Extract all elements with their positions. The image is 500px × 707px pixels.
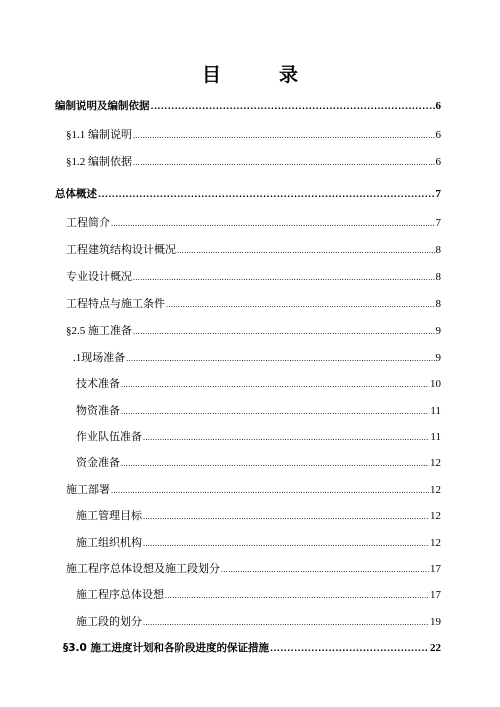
toc-entry-page: 7 [435, 217, 441, 229]
toc-entry-page: 7 [435, 188, 441, 200]
toc-entry-label: .1现场准备 [73, 352, 126, 364]
toc-entry[interactable] [66, 561, 441, 577]
leader-dots [133, 324, 435, 340]
toc-entry[interactable] [66, 154, 441, 170]
leader-dots [143, 615, 429, 631]
toc-entry-page: 12 [430, 457, 441, 469]
leader-dots [143, 509, 429, 525]
leader-dots [133, 270, 435, 286]
toc-entry[interactable] [76, 376, 441, 392]
leader-dots [121, 404, 429, 420]
toc-entry-page: 6 [435, 156, 441, 168]
leader-dots [143, 430, 429, 446]
toc-entry-page: 8 [435, 298, 441, 310]
toc-entry-page: 6 [435, 100, 441, 112]
toc-entry-page: 10 [430, 378, 441, 390]
toc-entry-page: 17 [430, 563, 441, 575]
toc-entry-page: 22 [430, 642, 441, 654]
leader-dots [143, 536, 429, 552]
toc-entry[interactable] [66, 482, 441, 498]
toc-entry[interactable] [66, 127, 441, 143]
toc-entry-label: 施工部署 [66, 484, 110, 496]
toc-entry-label: 作业队伍准备 [76, 431, 142, 443]
toc-entry-page: 11 [430, 405, 441, 417]
toc-entry[interactable] [76, 429, 441, 445]
toc-entry[interactable] [66, 323, 441, 339]
leader-dots [98, 187, 435, 203]
toc-entry-page: 6 [435, 129, 441, 141]
leader-dots [111, 483, 429, 499]
toc-entry-label: §1.2 编制依据 [66, 156, 132, 168]
toc-entry[interactable] [66, 215, 441, 231]
toc-entry-page: 19 [430, 616, 441, 628]
toc-entry[interactable] [66, 242, 441, 258]
leader-dots [111, 216, 435, 232]
toc-entry-label: §3.0 施工进度计划和各阶段进度的保证措施 [63, 642, 270, 654]
toc-entry[interactable] [66, 269, 441, 285]
toc-entry-label: 物资准备 [76, 405, 120, 417]
page-title [0, 60, 500, 87]
toc-entry-label: 总体概述 [55, 188, 97, 200]
toc-entry-page: 9 [435, 352, 441, 364]
leader-dots [165, 588, 429, 604]
title-char-1: 目 [201, 65, 221, 86]
toc-entry-page: 12 [430, 510, 441, 522]
leader-dots [133, 155, 435, 171]
leader-dots [221, 562, 429, 578]
toc-entry[interactable] [66, 296, 441, 312]
toc-entry[interactable] [55, 98, 441, 114]
toc-entry-label: 施工程序总体设想 [76, 589, 164, 601]
toc-entry-page: 8 [435, 244, 441, 256]
toc-entry-label: 工程建筑结构设计概况 [66, 244, 176, 256]
toc-entry-label: 编制说明及编制依据 [55, 100, 150, 112]
toc-entry[interactable] [55, 186, 441, 202]
toc-entry-page: 12 [430, 484, 441, 496]
toc-entry[interactable] [76, 508, 441, 524]
toc-entry[interactable] [76, 535, 441, 551]
toc-entry-label: 技术准备 [76, 378, 120, 390]
toc-entry-page: 12 [430, 537, 441, 549]
leader-dots [270, 641, 429, 657]
leader-dots [121, 456, 429, 472]
leader-dots [151, 99, 435, 115]
leader-dots [133, 128, 435, 144]
toc-entry-page: 17 [430, 589, 441, 601]
leader-dots [177, 243, 435, 259]
toc-entry-page: 11 [430, 431, 441, 443]
toc-entry[interactable] [76, 403, 441, 419]
toc-entry[interactable] [76, 587, 441, 603]
toc-entry-label: 施工程序总体设想及施工段划分 [66, 563, 220, 575]
toc-entry-label: 施工管理目标 [76, 510, 142, 522]
toc-entry[interactable] [63, 640, 441, 656]
leader-dots [126, 351, 434, 367]
toc-entry-page: 8 [435, 271, 441, 283]
title-char-2: 录 [279, 65, 299, 86]
toc-entry[interactable] [73, 350, 441, 366]
toc-entry[interactable] [76, 455, 441, 471]
toc-entry-label: §1.1 编制说明 [66, 129, 132, 141]
toc-entry[interactable] [76, 614, 441, 630]
toc-entry-label: 专业设计概况 [66, 271, 132, 283]
toc-entry-label: 施工段的划分 [76, 616, 142, 628]
leader-dots [121, 377, 429, 393]
toc-entry-label: 施工组织机构 [76, 537, 142, 549]
toc-entry-label: 工程特点与施工条件 [66, 298, 165, 310]
leader-dots [166, 297, 435, 313]
toc-entry-label: 资金准备 [76, 457, 120, 469]
toc-entry-label: 工程简介 [66, 217, 110, 229]
toc-entry-page: 9 [435, 325, 441, 337]
toc-entry-label: §2.5 施工准备 [66, 325, 132, 337]
